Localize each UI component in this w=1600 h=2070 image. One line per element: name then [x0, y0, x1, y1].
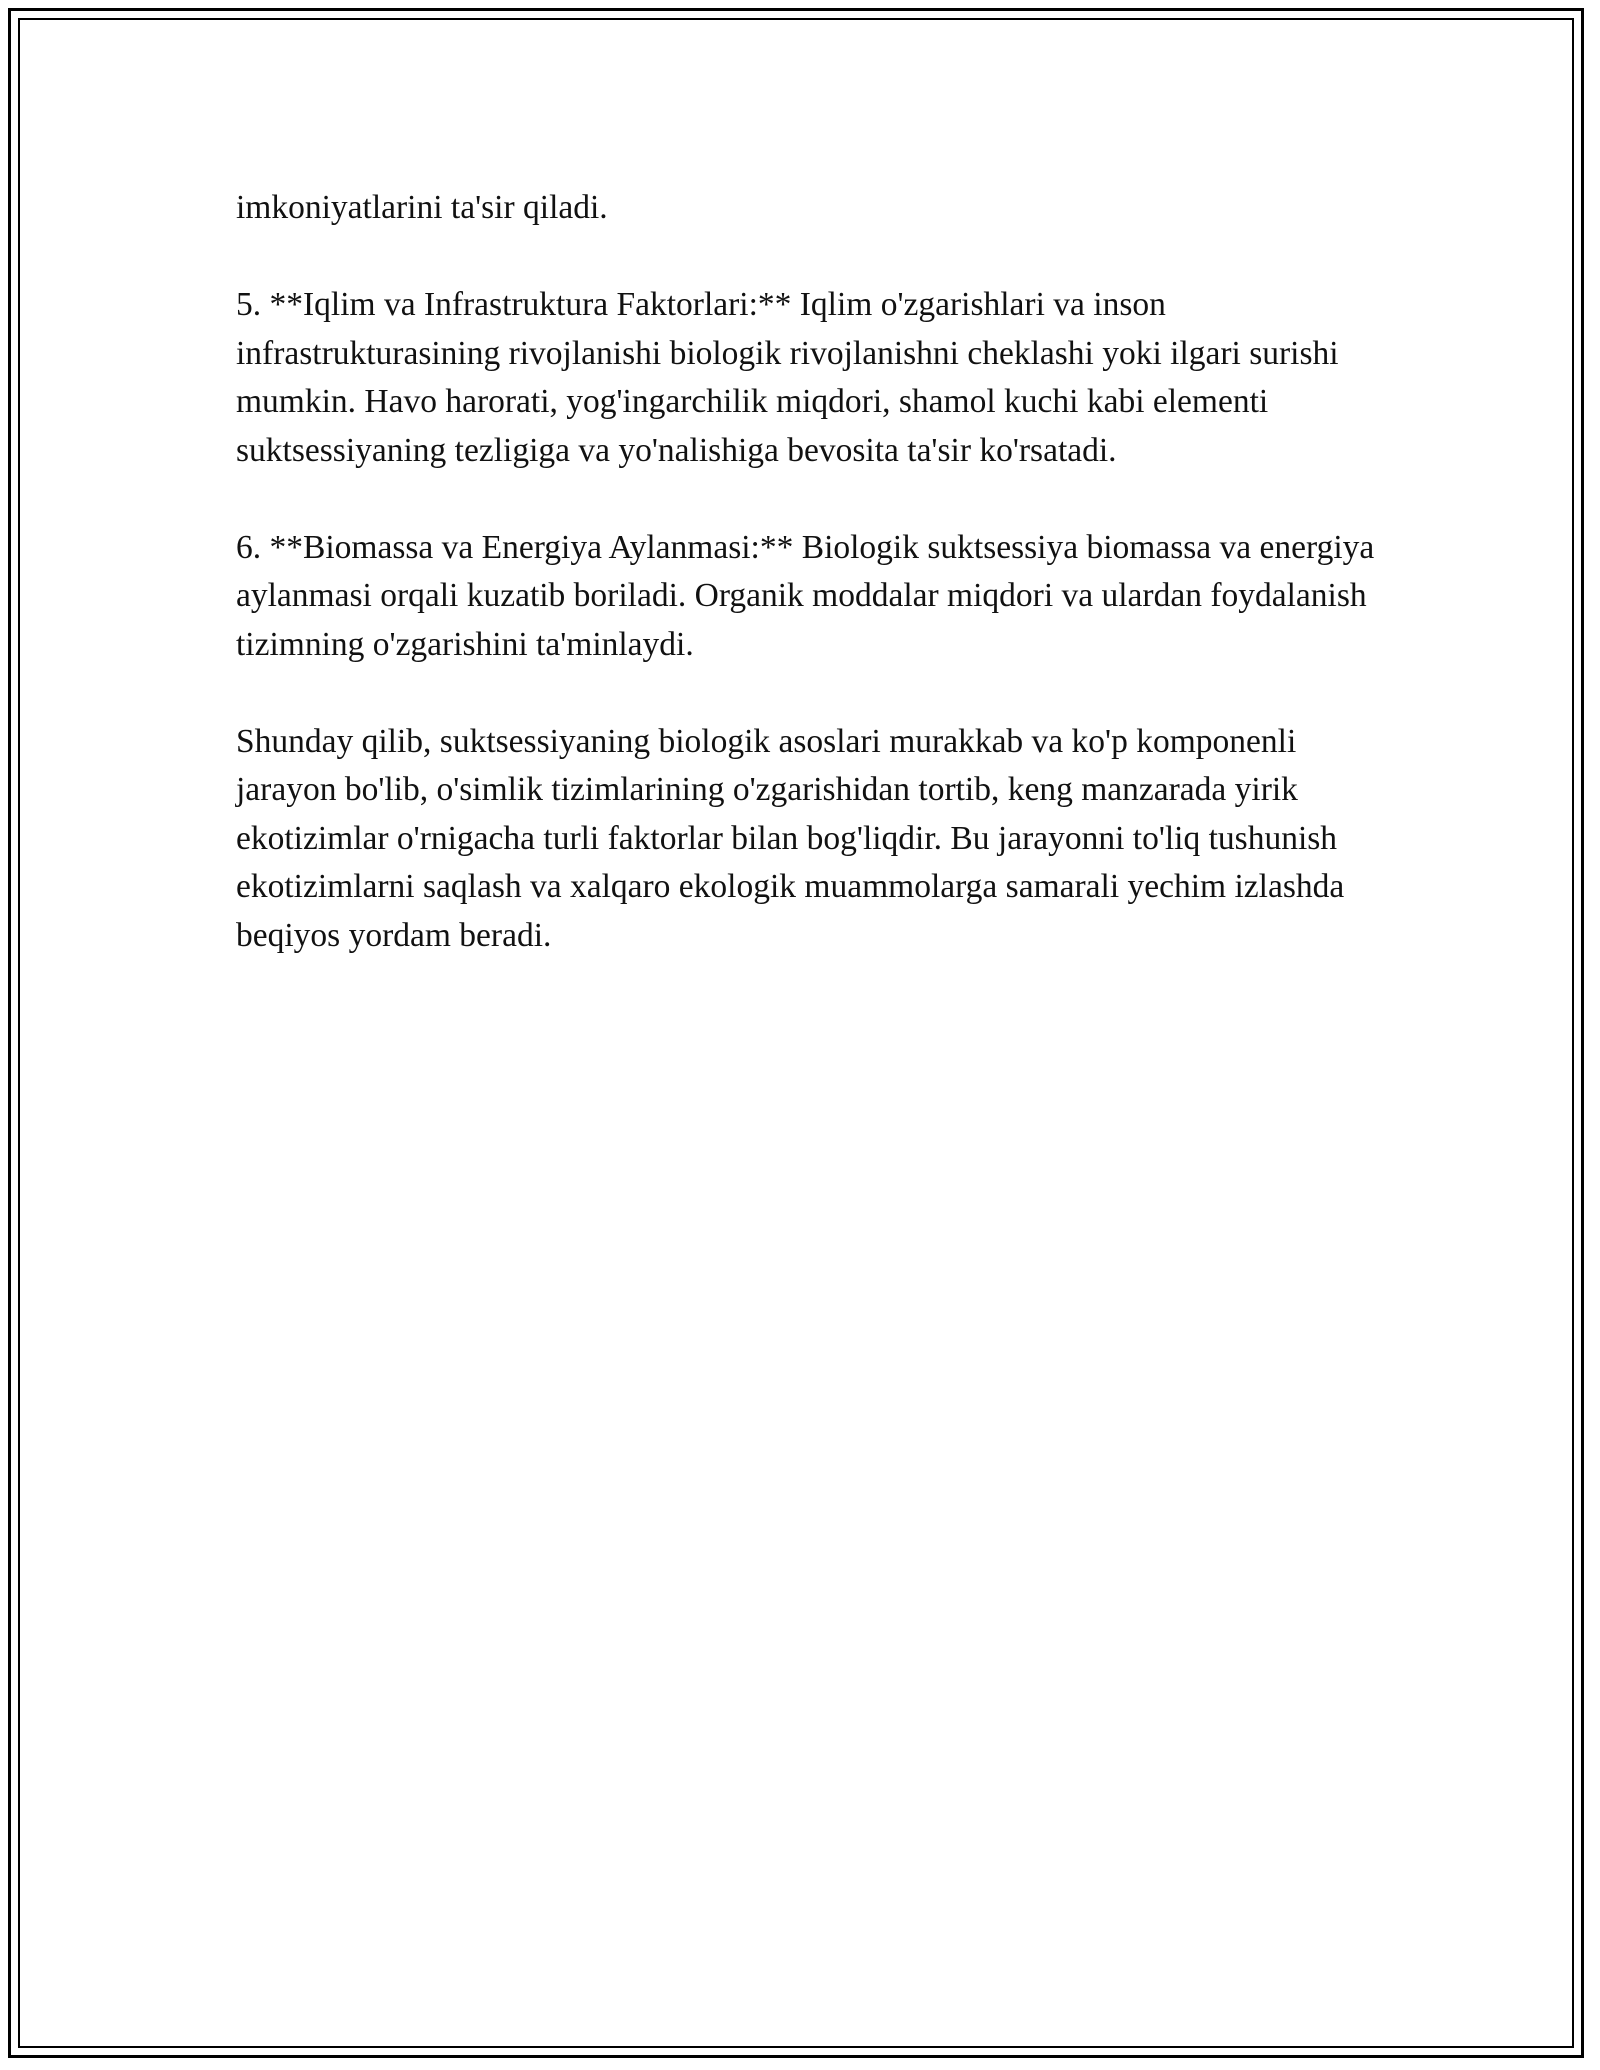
paragraph-biomass-energy: 6. **Biomassa va Energiya Aylanmasi:** Biologik suktsessiya biomassa va energiya aylanmasi orqali kuzatib boriladi. Organik moddalar miqdori va ulardan foydalanish tizimning o'zgarishini ta'minlaydi. [236, 528, 1375, 663]
paragraph-conclusion: Shunday qilib, suktsessiyaning biologik asoslari murakkab va ko'p komponenli jarayon bo'lib, o'simlik tizimlarining o'zgarishidan tortib, keng manzarada yirik ekotizimlar o'rnigacha turli faktorlar bilan bog'liqdir. Bu jarayonni to'liq tushunish ekotizimlarni saqlash va xalqaro ekologik muammolarga samarali yechim izlashda beqiyos yordam beradi. [236, 722, 1345, 954]
document-body [236, 184, 1396, 1009]
paragraph-continuation: imkoniyatlarini ta'sir qiladi. [236, 189, 608, 226]
paragraph-climate-infrastructure: 5. **Iqlim va Infrastruktura Faktorlari:** Iqlim o'zgarishlari va inson infrastrukturasining rivojlanishi biologik rivojlanishni cheklashi yoki ilgari surishi mumkin. Havo harorati, yog'ingarchilik miqdori, shamol kuchi kabi elementi suktsessiyaning tezligiga va yo'nalishiga bevosita ta'sir ko'rsatadi. [236, 286, 1339, 469]
